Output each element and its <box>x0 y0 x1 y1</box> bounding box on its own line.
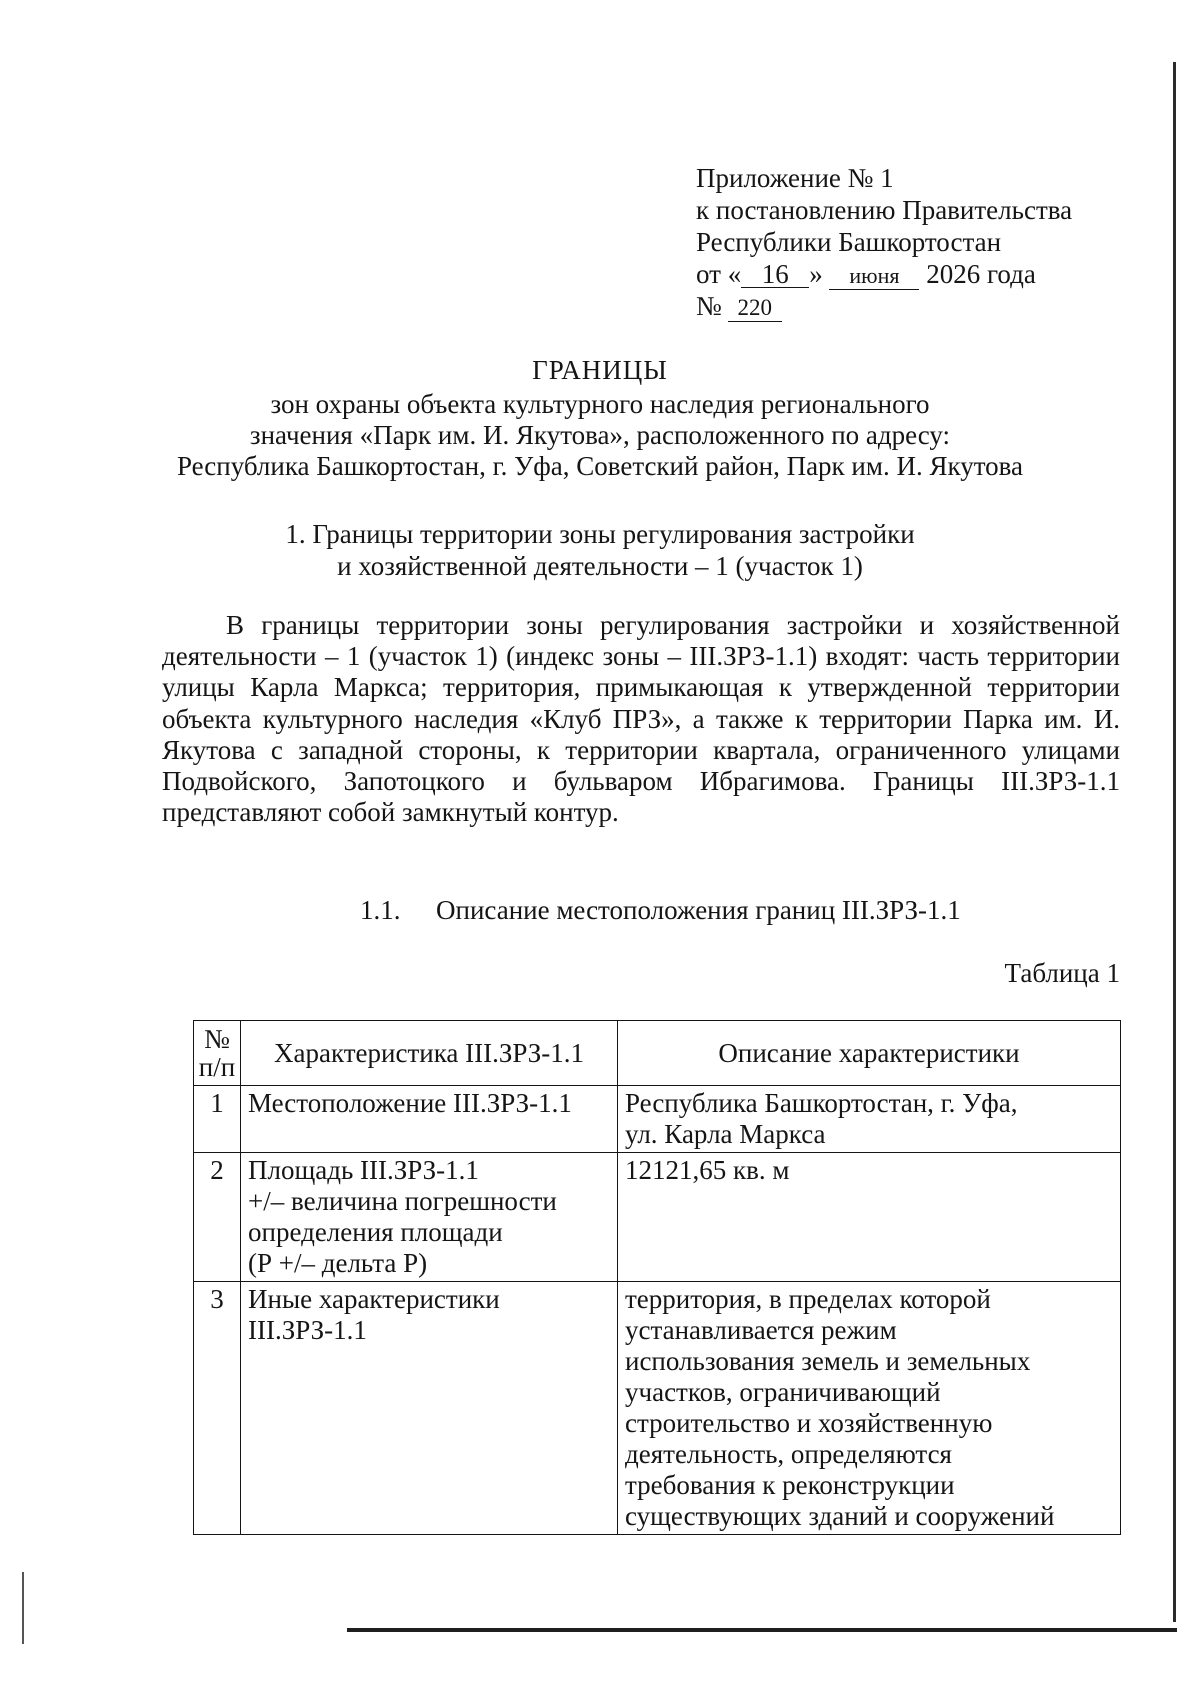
appendix-line: Приложение № 1 <box>696 163 894 193</box>
number-prefix: № <box>696 291 722 321</box>
header-description: Описание характеристики <box>618 1021 1121 1086</box>
date-prefix: от « <box>696 259 742 289</box>
section-heading <box>0 518 1200 582</box>
row-characteristic: Площадь III.ЗРЗ-1.1 +/– величина погрешности определения площади (Р +/– дельта Р) <box>241 1153 618 1282</box>
document-number: 220 <box>728 295 782 322</box>
table-row <box>194 1086 1121 1153</box>
date-year: 2026 года <box>926 259 1036 289</box>
row-description: 12121,65 кв. м <box>618 1153 1121 1282</box>
row-number: 1 <box>194 1086 241 1153</box>
table-caption: Таблица 1 <box>1004 958 1120 988</box>
document-subtitle <box>0 389 1200 482</box>
row-number: 2 <box>194 1153 241 1282</box>
appendix-block <box>696 162 1072 322</box>
row-description: территория, в пределах которой устанавливается режим использования земель и земельных участков, ограничивающий строительство и хозяйственную деятельность, определяются требования к реконструкции существующих зданий и сооружений <box>618 1282 1121 1535</box>
table-row <box>194 1153 1121 1282</box>
subtitle-line: Республика Башкортостан, г. Уфа, Советский район, Парк им. И. Якутова <box>176 451 1024 481</box>
row-number: 3 <box>194 1282 241 1535</box>
scan-edge-right <box>1173 62 1176 1622</box>
subsection-heading <box>360 895 961 926</box>
header-characteristic: Характеристика III.ЗРЗ-1.1 <box>241 1021 618 1086</box>
appendix-line: Республики Башкортостан <box>696 227 1002 257</box>
date-day: 16 <box>741 261 809 288</box>
appendix-date <box>696 258 1072 290</box>
scan-edge-bottom <box>347 1628 1177 1632</box>
characteristics-table <box>193 1020 1121 1535</box>
appendix-line: к постановлению Правительства <box>696 195 1073 225</box>
table-row <box>194 1282 1121 1535</box>
document-title: ГРАНИЦЫ <box>532 355 668 385</box>
section-heading-line: и хозяйственной деятельности – 1 (участок 1) <box>337 551 863 581</box>
table-header-row <box>194 1021 1121 1086</box>
row-description: Республика Башкортостан, г. Уфа, ул. Карла Маркса <box>618 1086 1121 1153</box>
date-mid: » <box>809 259 823 289</box>
row-characteristic: Иные характеристики III.ЗРЗ-1.1 <box>241 1282 618 1535</box>
appendix-number <box>696 290 1072 322</box>
subsection-text: Описание местоположения границ III.ЗРЗ-1.1 <box>436 895 961 925</box>
subsection-number: 1.1. <box>360 895 401 925</box>
row-characteristic: Местоположение III.ЗРЗ-1.1 <box>241 1086 618 1153</box>
header-number: № п/п <box>194 1021 241 1086</box>
scan-edge-left <box>22 1572 24 1644</box>
date-month: июня <box>829 263 919 290</box>
body-paragraph: В границы территории зоны регулирования застройки и хозяйственной деятельности – 1 (участок 1) (индекс зоны – III.ЗРЗ-1.1) входят: часть территории улицы Карла Маркса; территория, примыкающая к утвержденной территории объекта культурного наследия «Клуб ПРЗ», а также к территории Парка им. И. Якутова с западной стороны, к территории квартала, ограниченного улицами Подвойского, Запотоцкого и бульваром Ибрагимова. Границы III.ЗРЗ-1.1 представляют собой замкнутый контур. <box>162 610 1120 828</box>
subtitle-line: значения «Парк им. И. Якутова», расположенного по адресу: <box>249 420 951 450</box>
section-heading-line: 1. Границы территории зоны регулирования застройки <box>285 519 915 549</box>
subtitle-line: зон охраны объекта культурного наследия регионального <box>270 389 930 419</box>
